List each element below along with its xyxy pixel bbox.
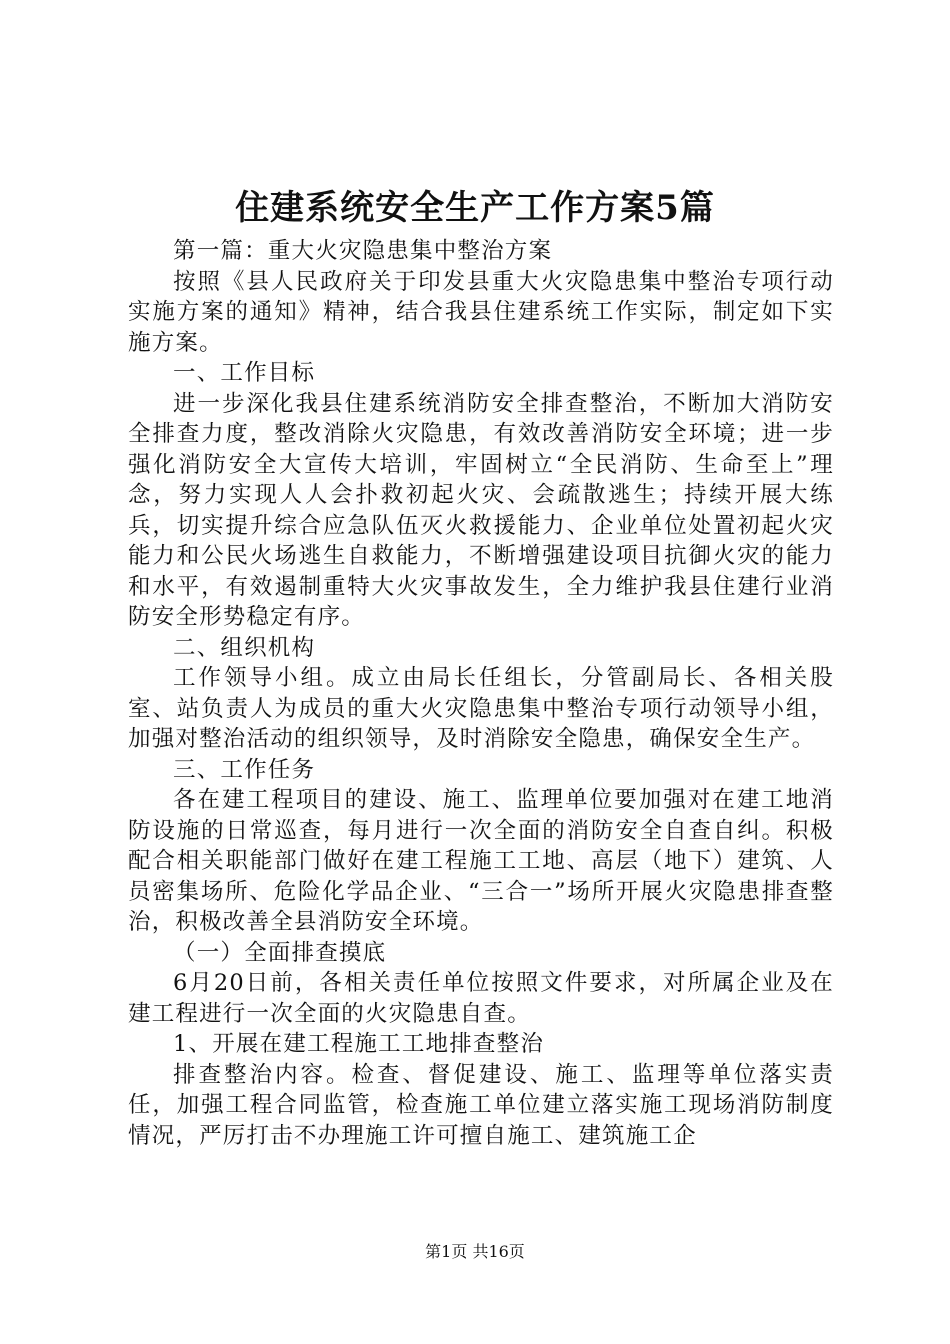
- section-heading: 第一篇：重大火灾隐患集中整治方案: [173, 238, 553, 264]
- subsection-heading: （一）全面排查摸底: [173, 939, 387, 966]
- body-paragraph: 进一步深化我县住建系统消防安全排查整治，不断加大消防安全排查力度，整改消除火灾隐患，有效改善消防安全环境；进一步强化消防安全大宣传大培训，牢固树立“全民消防、生命至上”理念，努力实现人人会扑救初起火灾、会疏散逃生；持续开展大练兵，切实提升综合应急队伍灭火救援能力、企业单位处置初起火灾能力和公民火场逃生自救能力，不断增强建设项目抗御火灾的能力和水平，有效遏制重特大火灾事故发生，全力维护我县住建行业消防安全形势稳定有序。: [128, 390, 834, 630]
- document-body: [128, 236, 834, 1151]
- body-paragraph: 6月20日前，各相关责任单位按照文件要求，对所属企业及在建工程进行一次全面的火灾隐患自查。: [128, 970, 834, 1027]
- document-title: 住建系统安全生产工作方案5篇: [235, 188, 715, 228]
- section-heading: 二、组织机构: [173, 634, 316, 661]
- body-paragraph: 按照《县人民政府关于印发县重大火灾隐患集中整治专项行动实施方案的通知》精神，结合我县住建系统工作实际，制定如下实施方案。: [128, 268, 834, 356]
- body-paragraph: 各在建工程项目的建设、施工、监理单位要加强对在建工地消防设施的日常巡查，每月进行一次全面的消防安全自查自纠。积极配合相关职能部门做好在建工程施工工地、高层（地下）建筑、人员密集场所、危险化学品企业、“三合一”场所开展火灾隐患排查整治，积极改善全县消防安全环境。: [128, 787, 834, 935]
- page-number-footer: 第1页 共16页: [425, 1242, 525, 1261]
- subsection-heading: 1、开展在建工程施工工地排查整治: [173, 1031, 545, 1057]
- section-heading: 三、工作任务: [173, 756, 316, 783]
- section-heading: 一、工作目标: [173, 360, 316, 386]
- body-paragraph: 排查整治内容。检查、督促建设、施工、监理等单位落实责任，加强工程合同监管，检查施工单位建立落实施工现场消防制度情况，严厉打击不办理施工许可擅自施工、建筑施工企: [128, 1061, 834, 1149]
- body-paragraph: 工作领导小组。成立由局长任组长，分管副局长、各相关股室、站负责人为成员的重大火灾隐患集中整治专项行动领导小组，加强对整治活动的组织领导，及时消除安全隐患，确保安全生产。: [128, 665, 834, 752]
